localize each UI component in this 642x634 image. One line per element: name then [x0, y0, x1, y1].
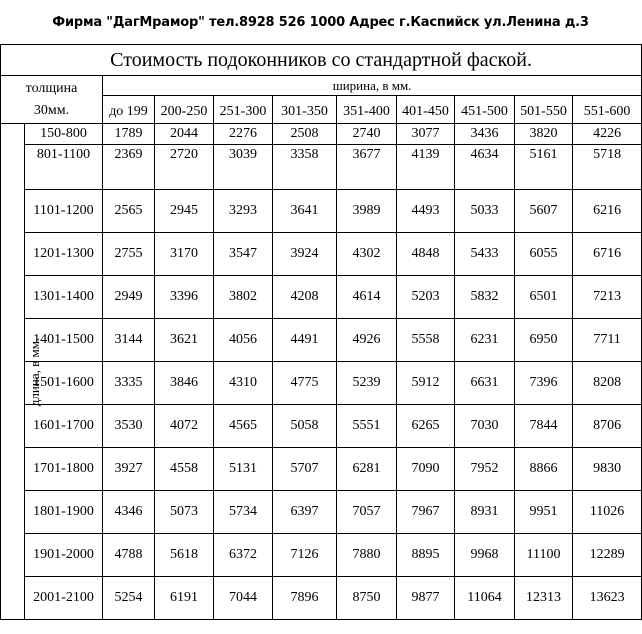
length-range-cell: 1801-1900	[25, 491, 103, 534]
price-cell: 6055	[515, 233, 573, 276]
table-row	[1, 124, 642, 145]
width-header: 551-600	[573, 96, 642, 124]
price-cell: 3802	[214, 276, 273, 319]
price-cell: 3677	[337, 145, 397, 190]
length-range-cell: 1101-1200	[25, 190, 103, 233]
price-cell: 9830	[573, 448, 642, 491]
price-cell: 5073	[155, 491, 214, 534]
price-cell: 3621	[155, 319, 214, 362]
price-cell: 2369	[103, 145, 155, 190]
price-cell: 2755	[103, 233, 155, 276]
table-row	[1, 362, 642, 405]
price-cell: 7880	[337, 534, 397, 577]
price-cell: 6216	[573, 190, 642, 233]
length-range-cell: 801-1100	[25, 145, 103, 190]
width-caption: ширина, в мм.	[103, 76, 642, 96]
price-cell: 5203	[397, 276, 455, 319]
price-cell: 5718	[573, 145, 642, 190]
price-table	[0, 44, 642, 620]
price-cell: 5707	[273, 448, 337, 491]
price-cell: 7967	[397, 491, 455, 534]
price-cell: 4926	[337, 319, 397, 362]
price-cell: 4493	[397, 190, 455, 233]
price-cell: 5734	[214, 491, 273, 534]
price-cell: 8866	[515, 448, 573, 491]
price-cell: 7952	[455, 448, 515, 491]
company-header: Фирма "ДагМрамор" тел.8928 526 1000 Адрес г.Каспийск ул.Ленина д.3	[52, 14, 589, 30]
length-range-cell: 1201-1300	[25, 233, 103, 276]
price-cell: 4775	[273, 362, 337, 405]
price-cell: 4208	[273, 276, 337, 319]
price-cell: 4072	[155, 405, 214, 448]
thickness-value: 30мм.	[33, 102, 70, 118]
price-cell: 1789	[103, 124, 155, 145]
price-cell: 11026	[573, 491, 642, 534]
price-cell: 3293	[214, 190, 273, 233]
price-cell: 3396	[155, 276, 214, 319]
price-cell: 3924	[273, 233, 337, 276]
price-cell: 4056	[214, 319, 273, 362]
price-cell: 5058	[273, 405, 337, 448]
price-cell: 2720	[155, 145, 214, 190]
price-cell: 6372	[214, 534, 273, 577]
table-row	[1, 577, 642, 620]
price-cell: 5033	[455, 190, 515, 233]
length-range-cell: 1701-1800	[25, 448, 103, 491]
price-cell: 6231	[455, 319, 515, 362]
table-row	[1, 276, 642, 319]
price-cell: 7396	[515, 362, 573, 405]
price-cell: 3436	[455, 124, 515, 145]
price-cell: 8895	[397, 534, 455, 577]
price-cell: 3335	[103, 362, 155, 405]
price-cell: 7030	[455, 405, 515, 448]
length-range-cell: 1501-1600	[25, 362, 103, 405]
length-caption: длина, в мм.	[27, 337, 43, 406]
price-cell: 4226	[573, 124, 642, 145]
table-title: Стоимость подоконников со стандартной фаской.	[1, 45, 642, 76]
table-row	[1, 491, 642, 534]
price-cell: 7057	[337, 491, 397, 534]
price-cell: 4848	[397, 233, 455, 276]
price-cell: 4302	[337, 233, 397, 276]
price-cell: 9951	[515, 491, 573, 534]
price-cell: 6265	[397, 405, 455, 448]
price-cell: 6950	[515, 319, 573, 362]
price-cell: 5912	[397, 362, 455, 405]
price-cell: 5551	[337, 405, 397, 448]
price-cell: 5254	[103, 577, 155, 620]
price-cell: 7213	[573, 276, 642, 319]
price-cell: 7844	[515, 405, 573, 448]
price-cell: 13623	[573, 577, 642, 620]
price-cell: 7711	[573, 319, 642, 362]
length-range-cell: 1601-1700	[25, 405, 103, 448]
price-cell: 5618	[155, 534, 214, 577]
price-cell: 3547	[214, 233, 273, 276]
length-range-cell: 1901-2000	[25, 534, 103, 577]
price-cell: 4634	[455, 145, 515, 190]
price-cell: 3641	[273, 190, 337, 233]
price-cell: 8931	[455, 491, 515, 534]
price-cell: 9877	[397, 577, 455, 620]
price-cell: 4558	[155, 448, 214, 491]
price-cell: 7044	[214, 577, 273, 620]
width-header: 501-550	[515, 96, 573, 124]
table-row	[1, 233, 642, 276]
price-cell: 6191	[155, 577, 214, 620]
price-cell: 11100	[515, 534, 573, 577]
width-header: до 199	[103, 96, 155, 124]
price-cell: 5832	[455, 276, 515, 319]
table-row	[1, 145, 642, 190]
table-row	[1, 190, 642, 233]
price-cell: 2949	[103, 276, 155, 319]
length-range-cell: 2001-2100	[25, 577, 103, 620]
width-header: 401-450	[397, 96, 455, 124]
length-range-cell: 1401-1500	[25, 319, 103, 362]
price-cell: 7896	[273, 577, 337, 620]
price-cell: 6397	[273, 491, 337, 534]
price-cell: 12313	[515, 577, 573, 620]
price-cell: 9968	[455, 534, 515, 577]
price-cell: 3927	[103, 448, 155, 491]
width-header: 251-300	[214, 96, 273, 124]
thickness-cell	[1, 76, 103, 124]
price-cell: 3989	[337, 190, 397, 233]
price-cell: 4614	[337, 276, 397, 319]
table-row	[1, 448, 642, 491]
price-cell: 3530	[103, 405, 155, 448]
table-row	[1, 534, 642, 577]
length-range-cell: 1301-1400	[25, 276, 103, 319]
price-cell: 3170	[155, 233, 214, 276]
price-cell: 6716	[573, 233, 642, 276]
price-cell: 2044	[155, 124, 214, 145]
price-cell: 2508	[273, 124, 337, 145]
width-header: 301-350	[273, 96, 337, 124]
width-header: 351-400	[337, 96, 397, 124]
price-cell: 12289	[573, 534, 642, 577]
price-cell: 2276	[214, 124, 273, 145]
price-cell: 5558	[397, 319, 455, 362]
price-cell: 4491	[273, 319, 337, 362]
price-cell: 5131	[214, 448, 273, 491]
price-cell: 8750	[337, 577, 397, 620]
length-caption-cell	[1, 124, 43, 620]
price-cell: 2565	[103, 190, 155, 233]
price-cell: 3358	[273, 145, 337, 190]
price-cell: 4346	[103, 491, 155, 534]
price-cell: 6501	[515, 276, 573, 319]
price-cell: 7126	[273, 534, 337, 577]
price-cell: 5433	[455, 233, 515, 276]
price-cell: 6631	[455, 362, 515, 405]
price-cell: 5161	[515, 145, 573, 190]
price-cell: 7090	[397, 448, 455, 491]
price-cell: 5607	[515, 190, 573, 233]
price-cell: 11064	[455, 577, 515, 620]
length-range-cell: 150-800	[25, 124, 103, 145]
price-cell: 5239	[337, 362, 397, 405]
table-row	[1, 319, 642, 362]
price-cell: 3820	[515, 124, 573, 145]
width-header: 200-250	[155, 96, 214, 124]
price-cell: 6281	[337, 448, 397, 491]
width-header: 451-500	[455, 96, 515, 124]
price-cell: 2945	[155, 190, 214, 233]
thickness-label: толщина	[25, 80, 78, 96]
price-cell: 4139	[397, 145, 455, 190]
price-cell: 2740	[337, 124, 397, 145]
price-cell: 3846	[155, 362, 214, 405]
price-cell: 3077	[397, 124, 455, 145]
table-row	[1, 405, 642, 448]
price-cell: 4310	[214, 362, 273, 405]
price-cell: 4788	[103, 534, 155, 577]
price-cell: 8706	[573, 405, 642, 448]
price-cell: 3144	[103, 319, 155, 362]
price-cell: 8208	[573, 362, 642, 405]
price-cell: 3039	[214, 145, 273, 190]
price-cell: 4565	[214, 405, 273, 448]
